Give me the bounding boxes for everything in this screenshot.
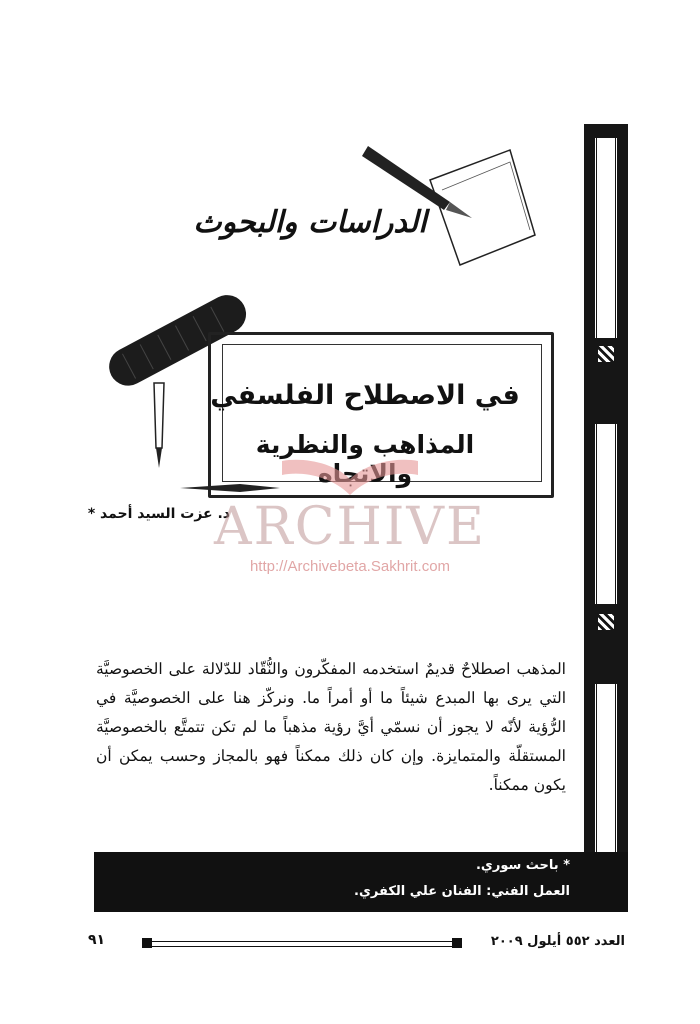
issue-info: العدد ٥٥٢ أيلول ٢٠٠٩ <box>490 934 625 949</box>
article-body-paragraph: المذهب اصطلاحٌ قديمٌ استخدمه المفكّرون والنُّقّاد للدّلالة على الخصوصيَّة التي يرى بها المبدع شيئاً ما أو أمراً ما. ونركّز هنا على الخصوصيَّة في الرُّؤية لأنّه لا يجوز أن نسمّي أيَّ رؤية مذهباً ما لم تكن تتمتَّع بالخصوصيَّة المستقلّة والمتمايزة. وإن كان ذلك ممكناً فهو بالمجاز وحسب يمكن أن يكون ممكناً. <box>96 660 566 794</box>
footer-rule-cap <box>452 938 462 948</box>
footer-rule-cap <box>142 938 152 948</box>
watermark-book-icon <box>280 455 420 501</box>
article-author: د. عزت السيد أحمد * <box>87 506 230 522</box>
article-title: في الاصطلاح الفلسفي <box>210 380 520 411</box>
strip-panel-top <box>594 138 618 338</box>
page-number: ٩١ <box>88 932 106 948</box>
section-title: الدراسات والبحوث <box>193 205 427 240</box>
footer-notes-bar <box>94 852 628 912</box>
strip-ornament <box>598 614 614 630</box>
watermark-url: http://Archivebeta.Sakhrit.com <box>249 558 451 575</box>
strip-ornament <box>598 346 614 362</box>
author-footnote: * باحث سوري. <box>475 858 570 873</box>
article-subtitle: المذاهب والنظرية <box>255 430 475 459</box>
watermark-text: ARCHIVE <box>214 497 486 557</box>
art-credit-footnote: العمل الفني: الفنان علي الكفري. <box>354 884 570 899</box>
footer-rule <box>148 941 458 947</box>
